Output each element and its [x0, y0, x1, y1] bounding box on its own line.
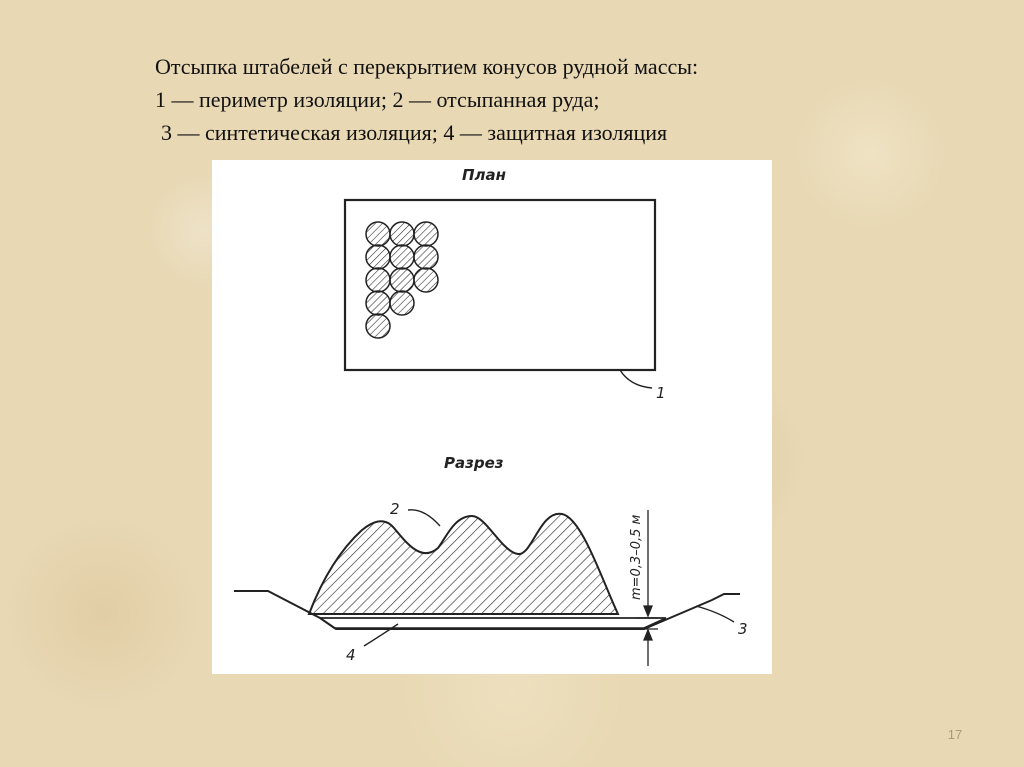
- caption-line-2: 1 — периметр изоляции; 2 — отсыпанная руда;: [155, 87, 600, 112]
- ore-cone: [366, 268, 390, 292]
- ore-cone: [390, 268, 414, 292]
- caption-line-3: 3 — синтетическая изоляция; 4 — защитная изоляция: [161, 120, 668, 145]
- label-4: 4: [346, 646, 356, 664]
- dimension-label: m=0,3–0,5 м: [629, 514, 644, 600]
- ore-cones-plan: [366, 222, 438, 338]
- caption-line-1: Отсыпка штабелей с перекрытием конусов рудной массы:: [155, 54, 699, 79]
- ore-cone: [390, 222, 414, 246]
- ore-cone: [390, 245, 414, 269]
- label-3: 3: [738, 620, 748, 638]
- ore-cone: [366, 291, 390, 315]
- label-2: 2: [390, 500, 400, 518]
- ore-heap: [309, 514, 618, 614]
- page-number: 17: [947, 727, 963, 742]
- protective-insulation: [320, 618, 666, 628]
- ore-cone: [414, 268, 438, 292]
- ore-cone: [414, 222, 438, 246]
- label-1: 1: [656, 384, 666, 402]
- leader-line-1: [620, 370, 652, 388]
- leader-line-2: [408, 510, 440, 526]
- ore-cone: [390, 291, 414, 315]
- diagram-figure: [212, 160, 772, 674]
- diagram-svg: [212, 160, 772, 674]
- ore-cone: [366, 245, 390, 269]
- plan-title: План: [462, 166, 507, 184]
- leader-line-3: [696, 606, 734, 622]
- ore-cone: [414, 245, 438, 269]
- ore-cone: [366, 222, 390, 246]
- caption: [155, 50, 915, 149]
- ore-cone: [366, 314, 390, 338]
- section-title: Разрез: [444, 454, 504, 472]
